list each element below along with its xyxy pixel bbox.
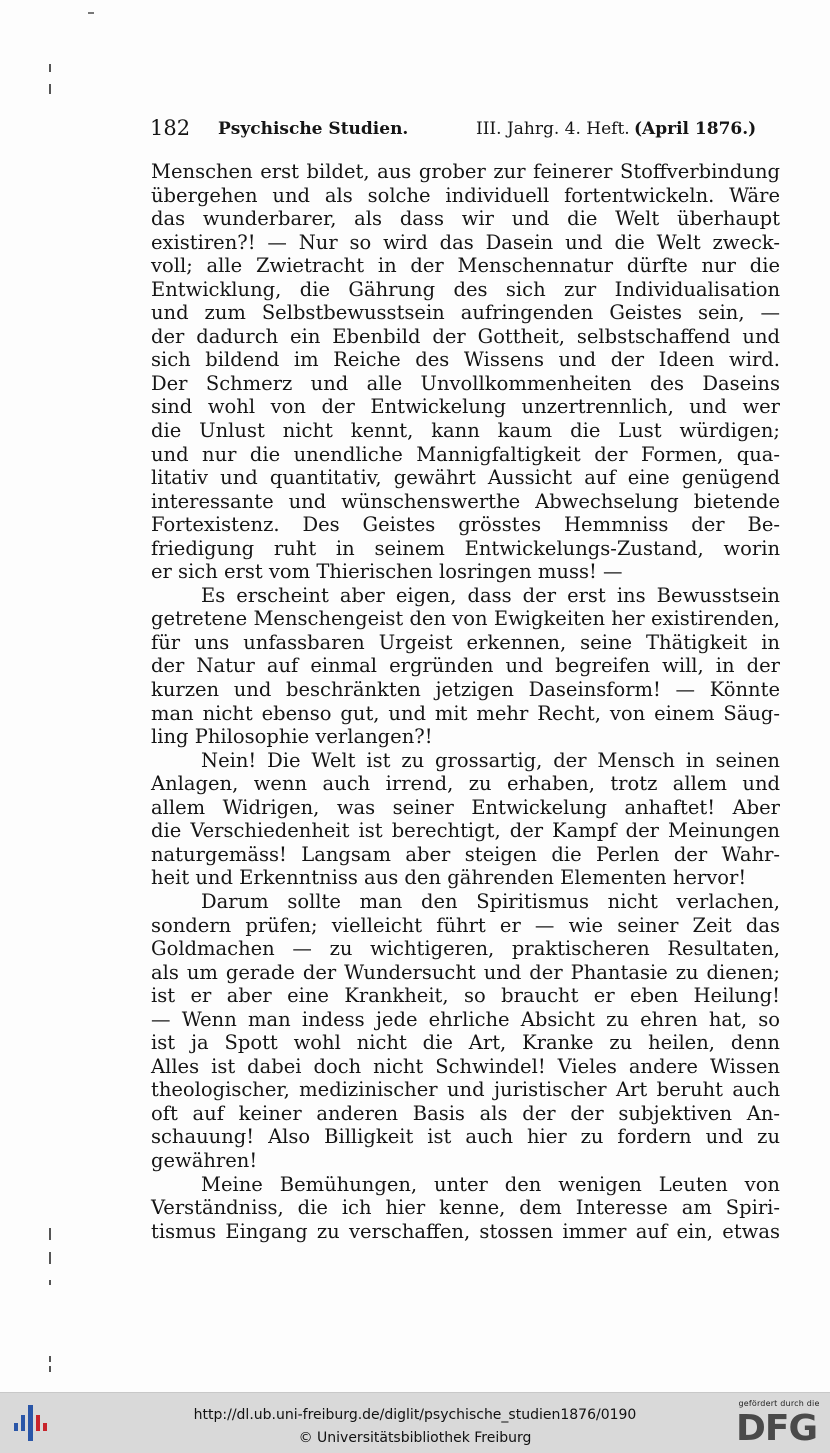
journal-title: Psychische Studien.: [218, 119, 409, 139]
text-line: Entwicklung, die Gährung des sich zur Individualisation: [151, 277, 780, 301]
text-line: ling Philosophie verlangen?!: [151, 725, 433, 749]
text-line: Nein! Die Welt ist zu grossartig, der Mensch in seinen: [201, 748, 780, 772]
text-line: heit und Erkenntniss aus den gährenden Elementen hervor!: [151, 866, 747, 890]
text-line: — Wenn man indess jede ehrliche Absicht zu ehren hat, so: [151, 1007, 780, 1031]
text-line: allem Widrigen, was seiner Entwickelung anhaftet! Aber: [151, 795, 780, 819]
text-line: friedigung ruht in seinem Entwickelungs-Zustand, worin: [151, 536, 780, 560]
copyright-notice: © Universitätsbibliothek Freiburg: [298, 1430, 532, 1446]
scan-mark: [49, 1280, 51, 1285]
scan-mark: [49, 1366, 51, 1372]
text-line: naturgemäss! Langsam aber steigen die Perlen der Wahr-: [151, 842, 780, 866]
issue-date: (April 1876.): [634, 119, 757, 139]
scan-mark: [49, 1252, 51, 1264]
text-line: der dadurch ein Ebenbild der Gottheit, selbstschaffend und: [151, 324, 780, 348]
text-line: Verständniss, die ich hier kenne, dem Interesse am Spiri-: [151, 1196, 780, 1220]
text-line: Anlagen, wenn auch irrend, zu erhaben, trotz allem und: [151, 772, 780, 796]
volume-issue: III. Jahrg. 4. Heft.: [476, 119, 630, 139]
text-line: sind wohl von der Entwickelung unzertrennlich, und wer: [151, 395, 780, 419]
text-line: das wunderbarer, als dass wir und die Welt überhaupt: [151, 207, 780, 231]
text-line: tismus Eingang zu verschaffen, stossen immer auf ein, etwas: [151, 1219, 780, 1243]
text-line: Goldmachen — zu wichtigeren, praktischeren Resultaten,: [151, 937, 780, 961]
dfg-logo[interactable]: [734, 1399, 824, 1449]
text-line: Menschen erst bildet, aus grober zur feinerer Stoffverbindung: [151, 160, 780, 183]
running-head: [150, 116, 780, 142]
text-line: Darum sollte man den Spiritismus nicht verlachen,: [201, 889, 780, 913]
text-line: kurzen und beschränkten jetzigen Daseinsform! — Könnte: [151, 678, 780, 702]
text-line: sondern prüfen; vielleicht führt er — wie seiner Zeit das: [151, 913, 780, 937]
text-line: für uns unfassbaren Urgeist erkennen, seine Thätigkeit in: [151, 630, 780, 654]
page-number: 182: [150, 116, 191, 140]
scan-mark: [49, 84, 51, 94]
text-line: oft auf keiner anderen Basis als der der subjektiven An-: [151, 1101, 780, 1125]
text-line: sich bildend im Reiche des Wissens und der Ideen wird.: [151, 348, 780, 372]
text-line: Meine Bemühungen, unter den wenigen Leuten von: [201, 1172, 780, 1196]
text-line: als um gerade der Wundersucht und der Phantasie zu dienen;: [151, 960, 780, 984]
text-line: und zum Selbstbewusstsein aufringenden Geistes sein, —: [151, 301, 780, 325]
text-line: der Natur auf einmal ergründen und begreifen will, in der: [151, 654, 780, 678]
text-line: Der Schmerz und alle Unvollkommenheiten des Daseins: [151, 371, 780, 395]
text-line: litativ und quantitativ, gewährt Aussicht auf eine genügend: [151, 466, 780, 490]
scan-mark: [49, 1356, 51, 1362]
text-line: ist er aber eine Krankheit, so braucht er eben Heilung!: [151, 984, 780, 1008]
text-line: Alles ist dabei doch nicht Schwindel! Vieles andere Wissen: [151, 1054, 780, 1078]
text-line: Es erscheint aber eigen, dass der erst ins Bewusstsein: [201, 583, 780, 607]
text-line: existiren?! — Nur so wird das Dasein und die Welt zweck-: [151, 230, 780, 254]
text-line: schauung! Also Billigkeit ist auch hier zu fordern und zu: [151, 1125, 780, 1149]
text-line: theologischer, medizinischer und juristischer Art beruht auch: [151, 1078, 780, 1102]
text-line: gewähren!: [151, 1148, 258, 1172]
funder-caption: gefördert durch die: [738, 1399, 820, 1408]
text-line: Fortexistenz. Des Geistes grösstes Hemmniss der Be-: [151, 513, 780, 537]
text-line: die Unlust nicht kennt, kann kaum die Lust würdigen;: [151, 419, 780, 443]
text-line: er sich erst vom Thierischen losringen muss! —: [151, 560, 623, 584]
text-line: die Verschiedenheit ist berechtigt, der Kampf der Meinungen: [151, 819, 780, 843]
text-line: ist ja Spott wohl nicht die Art, Kranke zu heilen, denn: [151, 1031, 780, 1055]
viewer-footer: [0, 1392, 830, 1453]
text-line: übergehen und als solche individuell fortentwickeln. Wäre: [151, 183, 780, 207]
permalink-url[interactable]: http://dl.ub.uni-freiburg.de/diglit/psychische_studien1876/0190: [193, 1407, 637, 1423]
scan-mark: [49, 1228, 51, 1240]
body-text: [151, 160, 780, 1243]
text-line: interessante und wünschenswerthe Abwechselung bietende: [151, 489, 780, 513]
dfg-wordmark: DFG: [736, 1408, 818, 1449]
scan-mark: [88, 12, 94, 14]
text-line: getretene Menschengeist den von Ewigkeiten her existirenden,: [151, 607, 780, 631]
text-line: und nur die unendliche Mannigfaltigkeit der Formen, qua-: [151, 442, 780, 466]
text-line: man nicht ebenso gut, und mit mehr Recht, von einem Säug-: [151, 701, 780, 725]
scan-mark: [49, 64, 51, 72]
text-line: voll; alle Zwietracht in der Menschennatur dürfte nur die: [151, 254, 780, 278]
